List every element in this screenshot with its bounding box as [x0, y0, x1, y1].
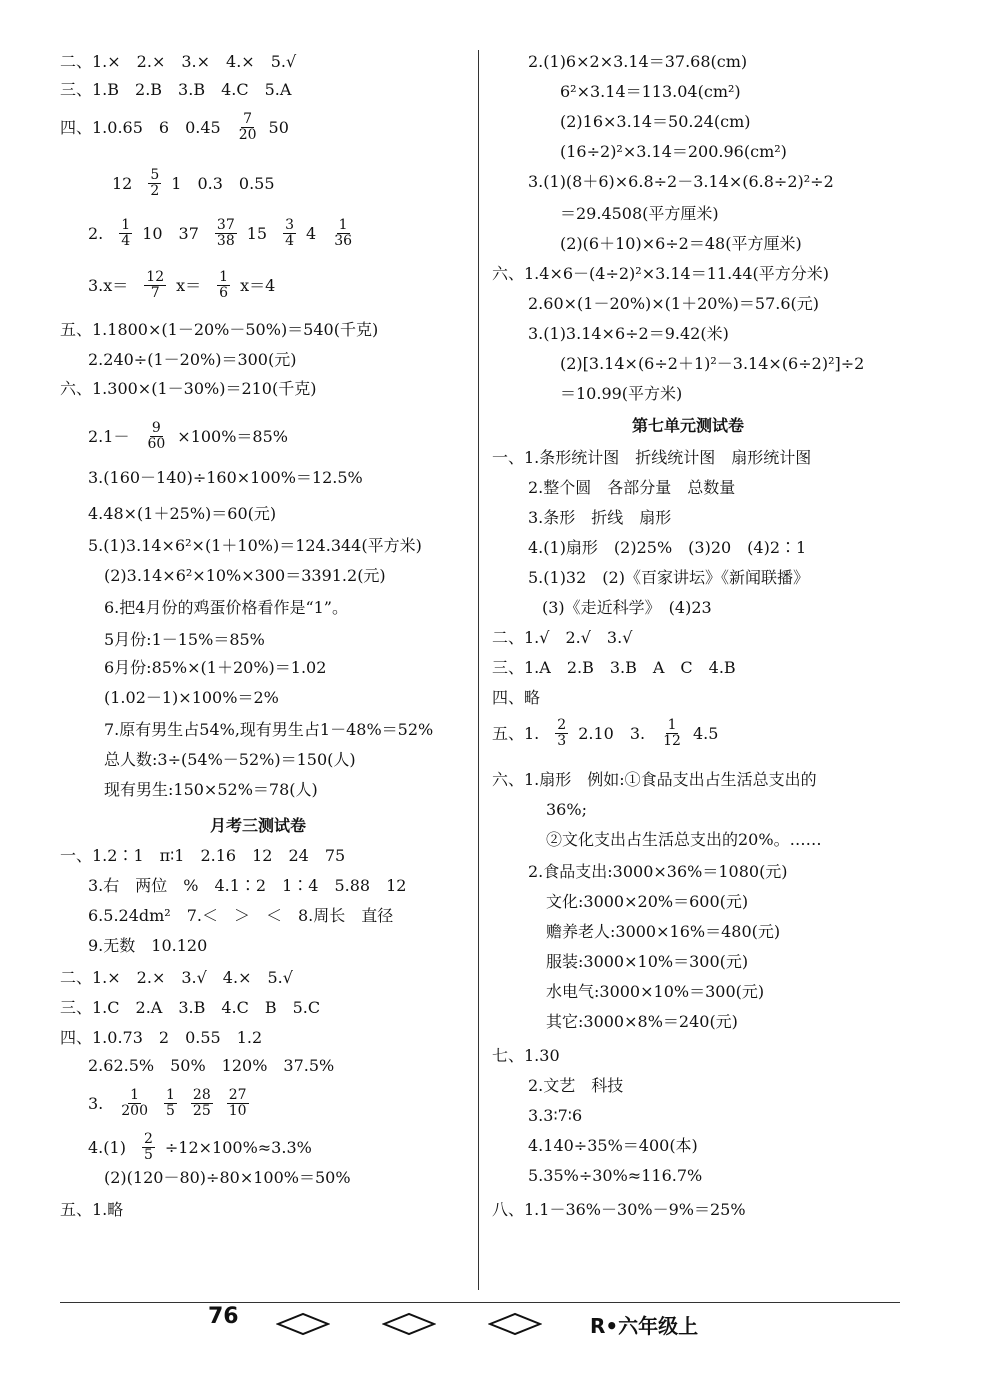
- answer-line: [546, 828, 834, 851]
- fraction: [144, 270, 166, 301]
- answer-text: 3.(1)(8＋6)×6.8÷2－3.14×(6.8÷2)²÷2: [528, 171, 834, 191]
- answer-text: 二、1.× 2.× 3.√ 4.× 5.√: [60, 967, 293, 987]
- answer-text: 6²×3.14＝113.04(cm²): [560, 81, 741, 101]
- answer-text: 七、1.30: [492, 1045, 560, 1065]
- answer-text: 50: [268, 117, 289, 137]
- answer-line: [104, 628, 277, 651]
- fraction-numerator: 1: [219, 269, 229, 285]
- answer-text: 赡养老人:3000×16%＝480(元): [546, 921, 781, 941]
- fraction-denominator: 25: [192, 1103, 211, 1119]
- answer-line: [546, 798, 599, 821]
- answer-text: (2)(6＋10)×6÷2＝48(平方厘米): [560, 233, 802, 253]
- answer-line: [88, 1088, 259, 1119]
- fraction-denominator: 200: [121, 1103, 148, 1119]
- answer-text: 水电气:3000×10%＝300(元): [546, 981, 765, 1001]
- answer-text: 3.(160－140)÷160×100%＝12.5%: [88, 467, 363, 487]
- fraction-denominator: 6: [219, 285, 229, 301]
- answer-line: [560, 232, 814, 255]
- answer-line: [546, 1010, 750, 1033]
- fraction-numerator: 28: [192, 1087, 211, 1103]
- answer-text: 2.文艺 科技: [528, 1075, 624, 1095]
- answer-line: [528, 566, 821, 589]
- diamond-ornament-icon: [488, 1312, 542, 1336]
- answer-line: [546, 890, 760, 913]
- answer-text: 4: [306, 223, 317, 243]
- fraction-numerator: 3: [285, 217, 295, 233]
- answer-line: [88, 421, 300, 452]
- answer-text: x＝: [176, 275, 202, 295]
- answer-text: 三、1.C 2.A 3.B 4.C B 5.C: [60, 997, 321, 1017]
- answer-line: [104, 686, 291, 709]
- answer-text: 6.5.24dm² 7.＜ ＞ ＜ 8.周长 直径: [88, 905, 394, 925]
- answer-line: [492, 656, 748, 679]
- answer-text: 服装:3000×10%＝300(元): [546, 951, 749, 971]
- grade-label: R•六年级上: [590, 1314, 699, 1338]
- answer-line: [60, 50, 308, 73]
- fraction: [215, 218, 237, 249]
- answer-text: 四、1.0.65 6 0.45: [60, 117, 221, 137]
- fraction-denominator: 4: [121, 233, 131, 249]
- fraction: [217, 270, 230, 301]
- fraction-numerator: 2: [143, 1131, 153, 1147]
- answer-line: [492, 626, 644, 649]
- answer-line: [60, 996, 332, 1019]
- fraction: [119, 1088, 150, 1119]
- fraction-denominator: 4: [285, 233, 295, 249]
- answer-text: 八、1.1－36%－30%－9%＝25%: [492, 1199, 746, 1219]
- fraction-numerator: 9: [151, 420, 161, 436]
- fraction: [283, 218, 296, 249]
- answer-text: 四、1.0.73 2 0.55 1.2: [60, 1027, 263, 1047]
- answer-line: [528, 1134, 710, 1157]
- answer-text: 2.240÷(1－20%)＝300(元): [88, 349, 297, 369]
- fraction: [145, 421, 167, 452]
- answer-text: (2)3.14×6²×10%×300＝3391.2(元): [104, 565, 386, 585]
- answer-text: 2.: [88, 223, 104, 243]
- answer-text: 5.(1)3.14×6²×(1＋10%)＝124.344(平方米): [88, 535, 422, 555]
- fraction-denominator: 5: [166, 1103, 175, 1119]
- fraction: [237, 112, 259, 143]
- answer-line: [492, 446, 823, 469]
- fraction-numerator: 2: [557, 717, 567, 733]
- answer-text: 一、1.条形统计图 折线统计图 扇形统计图: [492, 447, 812, 467]
- answer-text: 5.(1)32 (2)《百家讲坛》《新闻联播》: [528, 567, 809, 587]
- answer-text: 3.条形 折线 扇形: [528, 507, 672, 527]
- answer-line: [88, 534, 434, 557]
- answer-text: 六、1.300×(1－30%)＝210(千克): [60, 378, 317, 398]
- answer-line: [60, 112, 301, 143]
- fraction: [119, 218, 132, 249]
- answer-line: [560, 80, 753, 103]
- answer-text: 36%;: [546, 799, 587, 819]
- answer-line: [88, 348, 308, 371]
- fraction: [332, 218, 354, 249]
- answer-line: [88, 934, 219, 957]
- fraction-denominator: 12: [663, 733, 681, 749]
- answer-text: 五、1.1800×(1－20%－50%)＝540(千克): [60, 319, 379, 339]
- fraction: [661, 718, 683, 749]
- answer-text: 2.整个圆 各部分量 总数量: [528, 477, 736, 497]
- answer-text: 10 37: [142, 223, 199, 243]
- fraction: [148, 168, 161, 199]
- answer-text: 3.x＝: [88, 275, 129, 295]
- answer-line: [492, 718, 730, 749]
- answer-text: 总人数:3÷(54%－52%)＝150(人): [104, 749, 356, 769]
- answer-line: [492, 686, 552, 709]
- answer-text: 现有男生:150×52%＝78(人): [104, 779, 318, 799]
- answer-text: ②文化支出占生活总支出的20%。……: [546, 829, 822, 849]
- answer-text: 4.5: [692, 723, 719, 743]
- fraction-denominator: 60: [147, 436, 166, 452]
- answer-text: 12: [112, 173, 133, 193]
- answer-line: [60, 966, 305, 989]
- answer-text: 6月份:85%×(1＋20%)＝1.02: [104, 657, 327, 677]
- answer-line: [104, 656, 338, 679]
- answer-line: [528, 506, 683, 529]
- answer-text: (1.02－1)×100%＝2%: [104, 687, 279, 707]
- fraction-numerator: 7: [243, 111, 253, 127]
- answer-line: [560, 352, 876, 375]
- answer-line: [112, 168, 287, 199]
- answer-line: [492, 768, 829, 791]
- answer-line: [528, 322, 741, 345]
- fraction-numerator: 37: [216, 217, 235, 233]
- answer-line: [88, 874, 418, 897]
- answer-line: [528, 292, 831, 315]
- answer-line: [88, 1054, 346, 1077]
- answer-text: (16÷2)²×3.14＝200.96(cm²): [560, 141, 787, 161]
- answer-line: [492, 1044, 572, 1067]
- answer-text: 六、1.扇形 例如:①食品支出占生活总支出的: [492, 769, 817, 789]
- answer-line: [104, 1166, 363, 1189]
- answer-text: 2.食品支出:3000×36%＝1080(元): [528, 861, 788, 881]
- answer-line: [88, 466, 375, 489]
- answer-text: 1 0.3 0.55: [171, 173, 275, 193]
- answer-text: 一、1.2∶1 π∶1 2.16 12 24 75: [60, 845, 346, 865]
- answer-text: 7.原有男生占54%,现有男生占1－48%＝52%: [104, 719, 434, 739]
- answer-line: [492, 1198, 758, 1221]
- answer-line: [104, 718, 445, 741]
- answer-line: [88, 1132, 324, 1163]
- answer-text: 三、1.A 2.B 3.B A C 4.B: [492, 657, 736, 677]
- answer-text: 月考三测试卷: [210, 815, 307, 835]
- answer-text: 二、1.× 2.× 3.× 4.× 5.√: [60, 51, 297, 71]
- answer-line: [104, 564, 398, 587]
- fraction-denominator: 2: [150, 183, 160, 199]
- footer-rule: [60, 1302, 900, 1303]
- answer-text: ＝10.99(平方米): [560, 383, 683, 403]
- answer-line: [60, 1026, 274, 1049]
- answer-text: ÷12×100%≈3.3%: [164, 1137, 312, 1157]
- answer-text: (2)(120－80)÷80×100%＝50%: [104, 1167, 351, 1187]
- answer-text: 6.把4月份的鸡蛋价格看作是“1”。: [104, 597, 348, 617]
- answer-line: [528, 170, 846, 193]
- diamond-ornament-icon: [276, 1312, 330, 1336]
- fraction: [142, 1132, 155, 1163]
- fraction-numerator: 1: [166, 1087, 175, 1103]
- answer-line: [60, 78, 303, 101]
- fraction-numerator: 1: [338, 217, 348, 233]
- answer-text: ＝29.4508(平方厘米): [560, 203, 719, 223]
- fraction-denominator: 3: [557, 733, 567, 749]
- answer-line: [560, 382, 694, 405]
- answer-text: 3.: [88, 1093, 104, 1113]
- answer-line: [88, 270, 287, 301]
- answer-text: 9.无数 10.120: [88, 935, 208, 955]
- answer-line: [88, 502, 288, 525]
- answer-line: [546, 950, 760, 973]
- fraction: [191, 1088, 213, 1119]
- answer-text: 其它:3000×8%＝240(元): [546, 1011, 738, 1031]
- answer-text: 3.3∶7∶6: [528, 1105, 583, 1125]
- answer-line: [546, 980, 776, 1003]
- section-heading: [632, 414, 756, 437]
- answer-text: 三、1.B 2.B 3.B 4.C 5.A: [60, 79, 292, 99]
- fraction-numerator: 1: [130, 1087, 140, 1103]
- answer-text: 4.140÷35%＝400(本): [528, 1135, 698, 1155]
- answer-text: 第七单元测试卷: [632, 415, 745, 435]
- answer-text: 15: [246, 223, 268, 243]
- fraction-numerator: 1: [121, 217, 131, 233]
- answer-text: (3)《走近科学》 (4)23: [542, 597, 712, 617]
- answer-line: [88, 218, 364, 249]
- answer-text: 六、1.4×6－(4÷2)²×3.14＝11.44(平方分米): [492, 263, 830, 283]
- section-heading: [210, 814, 318, 837]
- answer-text: ×100%＝85%: [177, 426, 288, 446]
- answer-line: [528, 1164, 714, 1187]
- fraction: [227, 1088, 249, 1119]
- answer-line: [88, 904, 405, 927]
- answer-text: 2.60×(1－20%)×(1＋20%)＝57.6(元): [528, 293, 820, 313]
- answer-line: [560, 140, 799, 163]
- answer-line: [560, 202, 731, 225]
- fraction-numerator: 12: [146, 269, 165, 285]
- answer-line: [528, 1074, 635, 1097]
- answer-line: [528, 50, 759, 73]
- fraction-denominator: 36: [334, 233, 353, 249]
- page-number: 76: [208, 1304, 239, 1329]
- answer-text: 4.(1): [88, 1137, 126, 1157]
- answer-text: 4.(1)扇形 (2)25% (3)20 (4)2∶1: [528, 537, 807, 557]
- answer-text: 2.(1)6×2×3.14＝37.68(cm): [528, 51, 748, 71]
- answer-text: 2.1－: [88, 426, 130, 446]
- answer-line: [560, 110, 762, 133]
- answer-text: (2)16×3.14＝50.24(cm): [560, 111, 751, 131]
- answer-text: 四、略: [492, 687, 541, 707]
- fraction: [555, 718, 568, 749]
- diamond-ornament-icon: [382, 1312, 436, 1336]
- answer-line: [60, 377, 328, 400]
- answer-text: 二、1.√ 2.√ 3.√: [492, 627, 633, 647]
- answer-line: [528, 536, 818, 559]
- answer-text: 3.右 两位 % 4.1∶2 1∶4 5.88 12: [88, 875, 407, 895]
- answer-text: (2)[3.14×(6÷2＋1)²－3.14×(6÷2)²]÷2: [560, 353, 865, 373]
- fraction-numerator: 1: [667, 717, 677, 733]
- fraction-denominator: 20: [238, 127, 257, 143]
- answer-line: [528, 1104, 594, 1127]
- answer-text: 2.62.5% 50% 120% 37.5%: [88, 1055, 335, 1075]
- answer-line: [528, 476, 747, 499]
- answer-line: [104, 596, 360, 619]
- fraction-numerator: 5: [150, 167, 160, 183]
- answer-text: 3.(1)3.14×6÷2＝9.42(米): [528, 323, 729, 343]
- answer-line: [528, 860, 800, 883]
- fraction-numerator: 27: [228, 1087, 247, 1103]
- answer-text: 文化:3000×20%＝600(元): [546, 891, 749, 911]
- answer-line: [492, 262, 841, 285]
- answer-text: 2.10 3.: [578, 723, 646, 743]
- fraction-denominator: 38: [216, 233, 235, 249]
- answer-text: 4.48×(1＋25%)＝60(元): [88, 503, 277, 523]
- answer-line: [546, 920, 792, 943]
- answer-line: [104, 748, 368, 771]
- column-divider: [478, 50, 479, 1290]
- fraction-denominator: 10: [228, 1103, 247, 1119]
- answer-line: [60, 1198, 135, 1221]
- answer-line: [60, 318, 390, 341]
- answer-line: [104, 778, 330, 801]
- answer-line: [60, 844, 357, 867]
- answer-text: 5月份:1－15%＝85%: [104, 629, 265, 649]
- answer-line: [542, 596, 724, 619]
- fraction: [164, 1088, 177, 1119]
- answer-text: 五、1.略: [60, 1199, 124, 1219]
- answer-text: x＝4: [240, 275, 276, 295]
- answer-text: 五、1.: [492, 723, 540, 743]
- fraction-denominator: 5: [143, 1147, 153, 1163]
- fraction-denominator: 7: [150, 285, 160, 301]
- answer-text: 5.35%÷30%≈116.7%: [528, 1165, 703, 1185]
